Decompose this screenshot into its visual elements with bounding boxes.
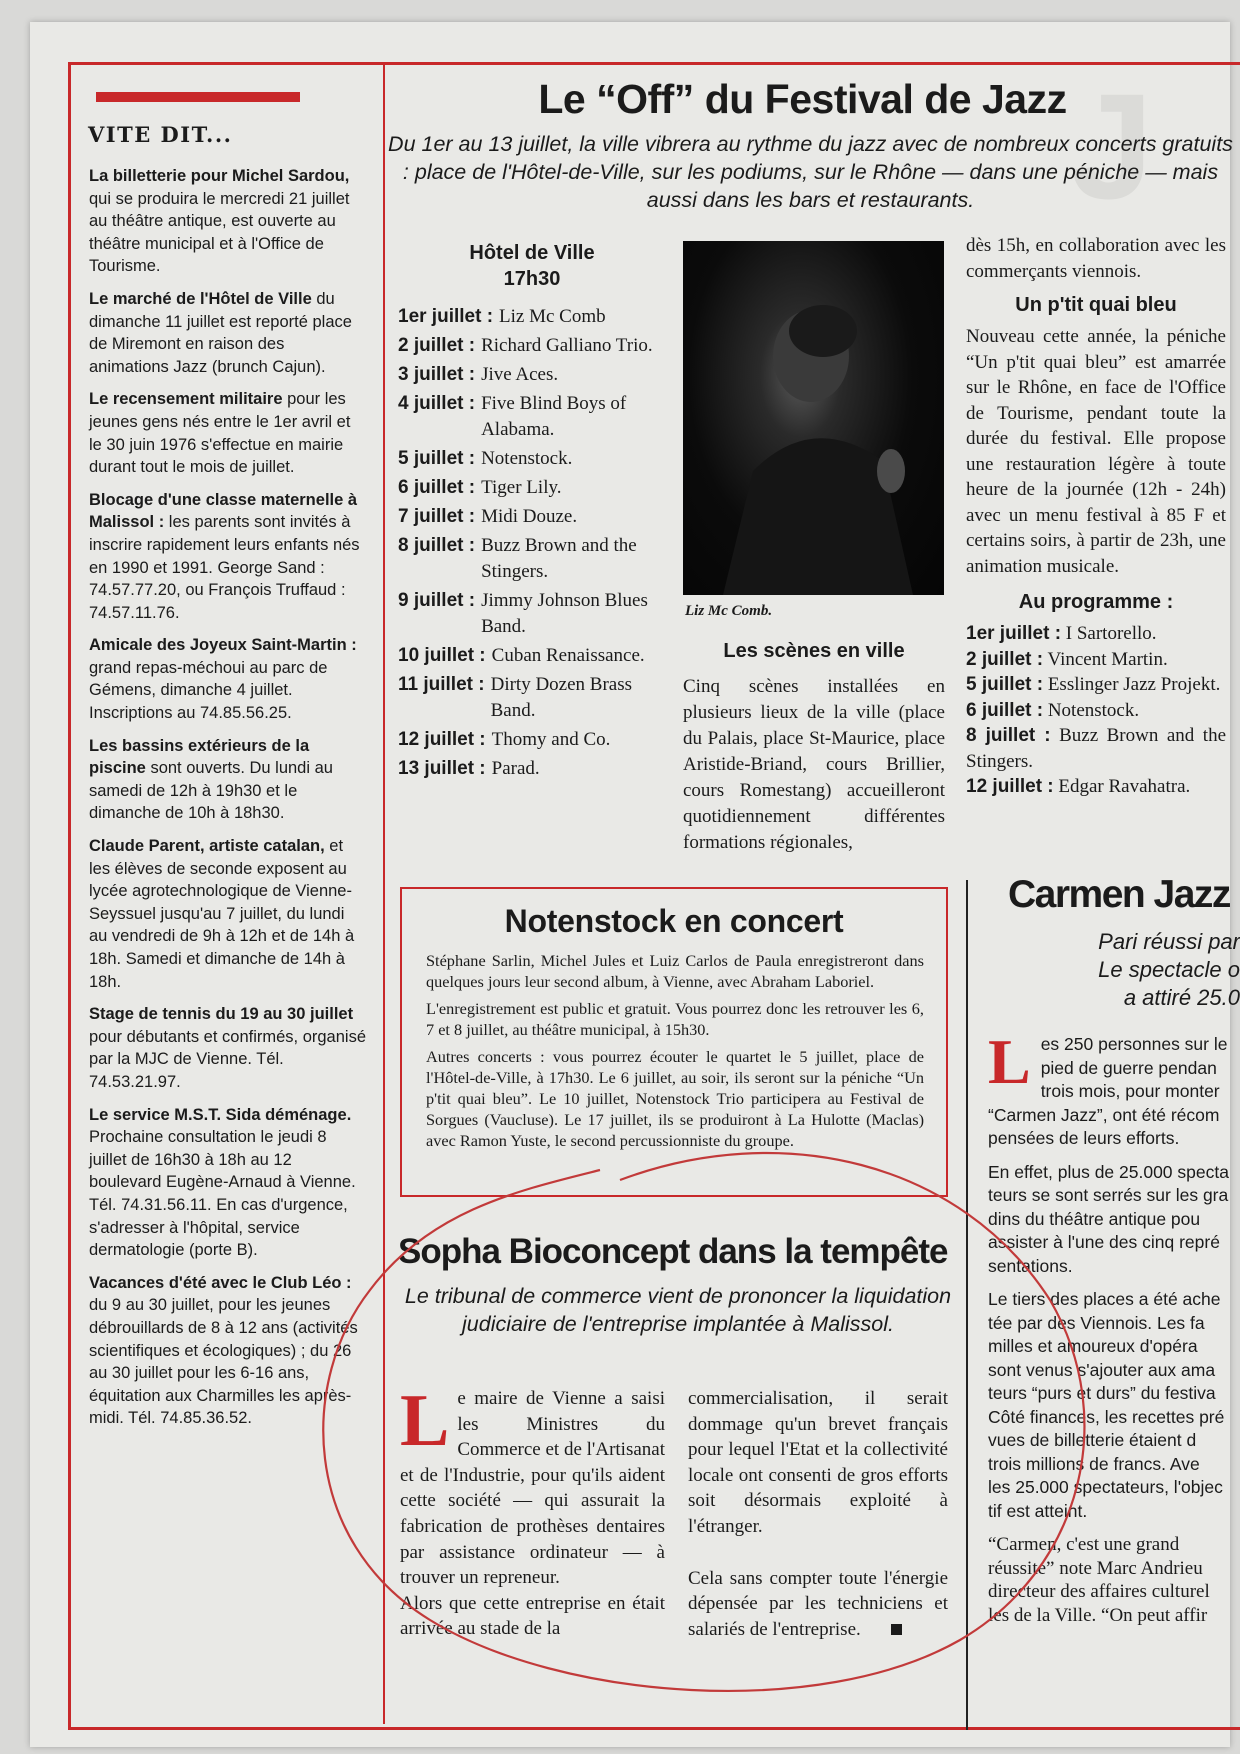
programme-act: Vincent Martin. [1047, 648, 1168, 670]
programme-heading: Au programme : [1018, 591, 1174, 613]
programme-row [966, 774, 1226, 800]
schedule-row [398, 504, 666, 530]
sidebar-news-item [89, 288, 367, 378]
schedule-day: 3 juillet : [398, 364, 476, 385]
carmen-subtitle-line: Le spectacle o [1098, 957, 1240, 982]
schedule-act: Dirty Dozen Brass Band. [490, 674, 633, 721]
programme-row [966, 647, 1226, 673]
carmen-line: réussite” note Marc Andrieu [988, 1557, 1203, 1579]
schedule-row [398, 475, 666, 501]
schedule-row [398, 756, 666, 782]
carmen-line: Côté finances, les recettes pré [988, 1406, 1225, 1427]
sidebar-item-text: pour débutants et confirmés, organisé par la MJC de Vienne. Tél. 74.53.21.97. [89, 1027, 366, 1091]
sopha-text-end: Cela sans compter toute l'énergie dépensée par les techniciens et salariés de l'entreprise. [688, 1567, 948, 1640]
programme-day: 12 juillet : [966, 776, 1054, 797]
carmen-line: trois mois, pour monter [1040, 1081, 1220, 1101]
quai-text: Nouveau cette année, la péniche “Un p'tit quai bleu” est amarrée sur le Rhône, en face de l'Office de Tourisme, pendant toute la durée du festival. Elle propose une restauration légère à toute heure de la journée (12h - 24h) avec un menu festival à 85 F et certains soirs, à partir de 23h, une animation musicale. [966, 326, 1226, 577]
notenstock-box [400, 887, 948, 1197]
schedule-day: 2 juillet : [398, 335, 476, 356]
sidebar-news-item [89, 1104, 367, 1262]
sopha-text: Alors que cette entreprise en était arrivée au stade de la [400, 1592, 665, 1640]
sidebar-item-title: Les bassins extérieurs de la piscine [89, 736, 310, 778]
schedule-day: 10 juillet : [398, 645, 486, 666]
schedule-act: Jimmy Johnson Blues Band. [481, 590, 648, 637]
right-intro: dès 15h, en collaboration avec les commerçants viennois. [966, 235, 1226, 282]
sidebar-accent-bar [96, 92, 300, 102]
schedule-row [398, 588, 666, 640]
carmen-line: “Carmen Jazz”, ont été récom [988, 1104, 1220, 1125]
carmen-line: dins du théâtre antique pou [988, 1208, 1201, 1229]
sopha-column-1 [400, 1380, 665, 1642]
schedule-day: 6 juillet : [398, 477, 476, 498]
sidebar-news-item [89, 1272, 367, 1430]
sidebar-item-title: Le recensement militaire [89, 390, 283, 409]
carmen-subtitle-line: a attiré 25.0 [1123, 985, 1240, 1010]
notenstock-paragraph: L'enregistrement est public et gratuit. Vous pourrez donc les retrouver les 6, 7 et 8 juillet, au théâtre municipal, à 15h30. [426, 999, 924, 1039]
schedule-day: 12 juillet : [398, 729, 486, 750]
carmen-line: les 25.000 spectateurs, l'objec [988, 1477, 1223, 1497]
schedule-row [398, 333, 666, 359]
schedule-row [398, 727, 666, 753]
schedule-day: 8 juillet : [398, 535, 476, 556]
programme-day: 1er juillet : [966, 623, 1062, 644]
schedule-day: 11 juillet : [398, 674, 485, 695]
photo-caption: Liz Mc Comb. [685, 603, 773, 619]
programme-act: I Sartorello. [1065, 623, 1157, 644]
sidebar-item-text: pour les jeunes gens nés entre le 1er avril et le 30 juin 1976 s'effectue en mairie durant tout le mois de juillet. [89, 390, 351, 477]
sidebar-news-item [89, 489, 367, 625]
sidebar-news-item [89, 835, 367, 993]
schedule-act: Midi Douze. [481, 506, 578, 527]
carmen-paragraph [988, 1033, 1240, 1151]
sidebar-item-title: Le service M.S.T. Sida déménage. [89, 1105, 352, 1124]
carmen-line: sont venus s'ajouter aux ama [988, 1359, 1216, 1380]
sidebar-item-text: les parents sont invités à inscrire rapidement leurs enfants nés en 1990 et 1991. George Sand : 74.57.77.20, ou François Truffaud : 74.57.11.76. [89, 513, 360, 622]
notenstock-title: Notenstock en concert [504, 903, 844, 939]
right-column [966, 233, 1226, 800]
sidebar-item-text: du 9 au 30 juillet, pour les jeunes débrouillards de 8 à 12 ans (activités scientifiques et écologiques) ; du 26 au 30 juillet pour les 6-16 ans, équitation aux Charmilles les après-midi. Tél. 74.85.36.52. [89, 1296, 358, 1428]
carmen-line: En effet, plus de 25.000 specta [988, 1161, 1229, 1182]
schedule-day: 13 juillet : [398, 758, 486, 779]
schedule-act: Notenstock. [481, 448, 573, 469]
sidebar-news-item [89, 735, 367, 825]
programme-list [966, 621, 1226, 800]
sidebar-item-text: qui se produira le mercredi 21 juillet au théâtre antique, est ouverte au théâtre municipal et à l'Office de Tourisme. [89, 189, 350, 276]
carmen-body [988, 1033, 1240, 1637]
carmen-line: Le tiers des places a été ache [988, 1289, 1221, 1309]
carmen-line: tif est atteint. [988, 1500, 1088, 1521]
sidebar-news-item [89, 388, 367, 478]
sopha-text: e maire de Vienne a saisi les Ministres du Commerce et de l'Artisanat et de l'Industrie, pour qu'ils aident cette société — qui assurait la fabrication de prothèses dentaires par assistance ordinateur — à trouver un repreneur. [400, 1388, 665, 1589]
drop-cap: L [988, 1033, 1031, 1097]
carmen-line: milles et amoureux d'opéra [988, 1336, 1198, 1356]
carmen-line: “Carmen, c'est une grand [988, 1534, 1180, 1555]
carmen-line: pied de guerre pendan [1040, 1057, 1217, 1078]
carmen-line: teurs “purs et durs” du festiva [988, 1383, 1216, 1403]
carmen-paragraph [988, 1288, 1240, 1523]
schedule-row [398, 672, 666, 724]
programme-row [966, 698, 1226, 724]
sidebar-item-text: et les élèves de seconde exposent au lycée agrotechnologique de Vienne-Seyssuel jusqu'au 7 juillet, du lundi au vendredi de 9h à 12h et de 14h à 18h. Samedi et dimanche de 14h à 18h. [89, 837, 355, 991]
sopha-title: Sopha Bioconcept dans la tempête [398, 1232, 948, 1271]
sidebar-item-title: Le marché de l'Hôtel de Ville [89, 289, 312, 308]
sidebar-item-title: Claude Parent, artiste catalan, [89, 837, 325, 856]
schedule-act: Thomy and Co. [491, 729, 611, 750]
programme-row [966, 621, 1226, 647]
sidebar-news-list [89, 165, 367, 1440]
venue-time: 17h30 [503, 268, 561, 290]
carmen-line: pensées de leurs efforts. [988, 1128, 1180, 1148]
article-title: Le “Off” du Festival de Jazz [538, 76, 1067, 122]
programme-day: 8 juillet : [966, 725, 1051, 746]
sopha-text [688, 1566, 948, 1643]
sidebar-item-text: du dimanche 11 juillet est reporté place de Miremont en raison des animations Jazz (brunch Cajun). [89, 289, 352, 376]
sidebar-item-title: La billetterie pour Michel Sardou, [89, 167, 350, 185]
schedule-day: 7 juillet : [398, 506, 476, 527]
sidebar-item-text: sont ouverts. Du lundi au samedi de 12h à 19h30 et le dimanche de 10h à 18h30. [89, 759, 333, 823]
background-lettering: J [1070, 62, 1154, 230]
scenes-text: Cinq scènes installées en plusieurs lieux de la ville (place du Palais, place St-Maurice, place Aristide-Briand, cours Brillier, cours Romestang) accueilleront quotidiennement différentes formations régionales, [683, 676, 945, 853]
sidebar-item-title: Amicale des Joyeux Saint-Martin : [89, 636, 357, 655]
column-divider [383, 62, 385, 1724]
hotel-de-ville-schedule [398, 240, 666, 785]
drop-cap: L [400, 1380, 450, 1462]
schedule-act: Jive Aces. [481, 364, 559, 385]
carmen-line: es 250 personnes sur le [1040, 1034, 1228, 1054]
schedule-row [398, 446, 666, 472]
programme-act: Esslinger Jazz Projekt. [1047, 674, 1221, 695]
schedule-day: 5 juillet : [398, 448, 476, 469]
programme-act: Buzz Brown and the Stingers. [966, 725, 1227, 772]
programme-row [966, 672, 1226, 698]
scenes-section [683, 638, 945, 856]
sopha-subtitle: Le tribunal de commerce vient de prononcer la liquidation judiciaire de l'entreprise implantée à Malissol. [404, 1284, 952, 1336]
programme-day: 6 juillet : [966, 699, 1044, 721]
schedule-act: Richard Galliano Trio. [481, 335, 653, 356]
schedule-act: Buzz Brown and the Stingers. [481, 535, 637, 582]
carmen-line: directeur des affaires culturel [988, 1581, 1210, 1602]
carmen-line: les de la Ville. “On peut affir [988, 1604, 1208, 1626]
schedule-act: Tiger Lily. [481, 477, 562, 498]
carmen-line: trois millions de francs. Ave [988, 1453, 1200, 1474]
notenstock-paragraph: Autres concerts : vous pourrez écouter le quartet le 5 juillet, place de l'Hôtel-de-Ville, à 17h30. Le 6 juillet, au soir, ils seront sur la péniche “Un p'tit quai bleu”. Le 10 juillet, Notenstock Trio participera au Festival de Sorgues (Vaucluse). Le 17 juillet, ils se produiront à La Hulotte (Maclas) avec Ramon Yuste, le second percussionniste du groupe. [426, 1047, 924, 1150]
end-mark-icon [891, 1624, 902, 1635]
sidebar-item-title: Blocage d'une classe maternelle à Malissol : [89, 490, 358, 532]
schedule-list [398, 304, 666, 782]
sidebar-item-text: Prochaine consultation le jeudi 8 juillet de 16h30 à 18h au 12 boulevard Eugène-Arnaud à Vienne. Tél. 74.31.56.11. En cas d'urgence, s'adresser à l'hôpital, service dermatologie (porte B). [89, 1128, 356, 1260]
sidebar-item-title: Vacances d'été avec le Club Léo : [89, 1273, 352, 1292]
sidebar-heading: VITE DIT... [88, 122, 233, 147]
scenes-heading: Les scènes en ville [723, 640, 905, 662]
sopha-column-2 [688, 1386, 948, 1642]
schedule-row [398, 304, 666, 330]
schedule-day: 9 juillet : [398, 590, 476, 611]
programme-act: Notenstock. [1047, 699, 1140, 721]
schedule-row [398, 362, 666, 388]
programme-day: 5 juillet : [966, 674, 1044, 695]
schedule-act: Parad. [491, 758, 540, 779]
column-divider [966, 880, 968, 1730]
carmen-paragraph [988, 1161, 1240, 1279]
schedule-act: Liz Mc Comb [499, 306, 606, 327]
carmen-line: tée par des Viennois. Les fa [988, 1312, 1205, 1333]
sidebar-news-item [89, 165, 367, 278]
schedule-row [398, 391, 666, 443]
carmen-line: teurs se sont serrés sur les gra [988, 1185, 1229, 1205]
venue-heading: Hôtel de Ville [469, 242, 595, 264]
article-subtitle: Du 1er au 13 juillet, la ville vibrera au rythme du jazz avec de nombreux concerts gratuits : place de l'Hôtel-de-Ville, sur les podiums, sur le Rhône — dans une péniche — mais aussi dans les bars et restaurants. [388, 132, 1233, 212]
schedule-act: Five Blind Boys of Alabama. [481, 393, 627, 440]
schedule-row [398, 643, 666, 669]
carmen-subtitle [1000, 928, 1240, 1012]
schedule-row [398, 533, 666, 585]
quai-heading: Un p'tit quai bleu [1015, 294, 1177, 316]
schedule-act: Cuban Renaissance. [491, 645, 645, 666]
schedule-day: 1er juillet : [398, 306, 494, 327]
sidebar-item-text: grand repas-méchoui au parc de Gémens, dimanche 4 juillet. Inscriptions au 74.85.56.25. [89, 658, 328, 723]
singer-photo [683, 241, 944, 595]
sopha-text: commercialisation, il serait dommage qu'un brevet français pour lequel l'Etat et la collectivité locale ont consenti de gros efforts soit désormais exploité à l'étranger. [688, 1388, 948, 1537]
carmen-paragraph [988, 1533, 1240, 1627]
schedule-day: 4 juillet : [398, 393, 476, 414]
carmen-subtitle-line: Pari réussi par [1098, 929, 1240, 954]
programme-row [966, 723, 1226, 774]
programme-day: 2 juillet : [966, 648, 1044, 670]
carmen-line: assister à l'une des cinq repré [988, 1232, 1220, 1252]
carmen-title: Carmen Jazz [1008, 873, 1230, 916]
programme-act: Edgar Ravahatra. [1058, 776, 1191, 797]
carmen-line: vues de billetterie étaient d [988, 1430, 1197, 1450]
sidebar-news-item [89, 634, 367, 724]
sidebar-item-title: Stage de tennis du 19 au 30 juillet [89, 1005, 354, 1024]
sidebar-news-item [89, 1003, 367, 1093]
carmen-line: sentations. [988, 1255, 1073, 1276]
notenstock-paragraph: Stéphane Sarlin, Michel Jules et Luiz Carlos de Paula enregistreront dans quelques jours leur second album, à Vienne, avec Abraham Laboriel. [426, 951, 924, 991]
